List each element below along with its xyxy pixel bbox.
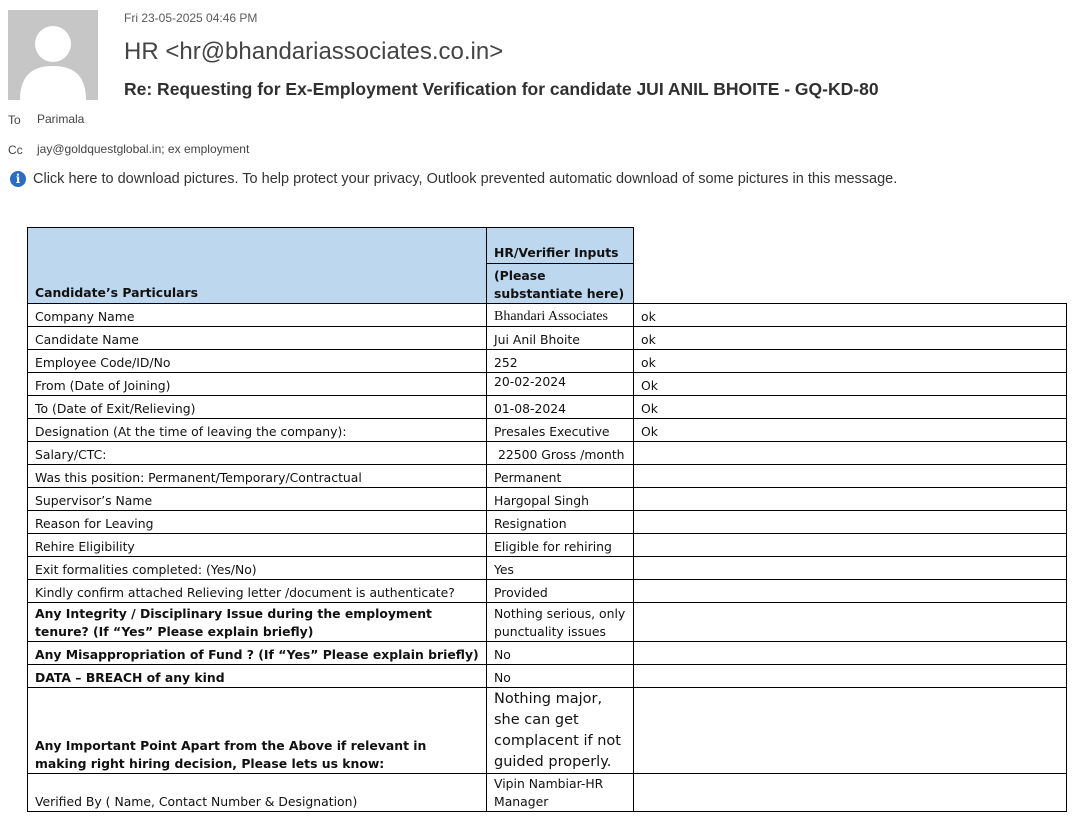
table-row [28,304,1067,327]
row-label: Any Misappropriation of Fund ? (If “Yes” Please explain briefly) [28,642,487,665]
table-row [28,534,1067,557]
row-note [634,688,1067,774]
download-pictures-text[interactable]: Click here to download pictures. To help protect your privacy, Outlook prevented automatic download of some pictures in this message. [33,171,898,187]
row-note [634,465,1067,488]
row-note [634,511,1067,534]
to-label: To [8,113,21,127]
row-value: Yes [487,557,634,580]
table-row [28,350,1067,373]
table-row [28,603,1067,642]
header-blank [634,228,1067,304]
to-recipient[interactable]: Parimala [37,112,85,126]
row-value: Bhandari Associates [487,304,634,327]
row-value: No [487,642,634,665]
row-label: Rehire Eligibility [28,534,487,557]
row-value: Presales Executive [487,419,634,442]
table-row [28,511,1067,534]
email-date: Fri 23-05-2025 04:46 PM [124,11,258,25]
row-note [634,603,1067,642]
row-value: No [487,665,634,688]
row-note [634,580,1067,603]
row-note: ok [634,327,1067,350]
row-note [634,557,1067,580]
person-icon [8,10,98,100]
row-note: Ok [634,396,1067,419]
verification-table [27,227,1067,812]
row-label: Reason for Leaving [28,511,487,534]
row-note [634,642,1067,665]
row-label: DATA – BREACH of any kind [28,665,487,688]
row-note: ok [634,350,1067,373]
row-value: Jui Anil Bhoite [487,327,634,350]
row-label: Kindly confirm attached Relieving letter /document is authenticate? [28,580,487,603]
row-label: From (Date of Joining) [28,373,487,396]
sender-name[interactable]: HR <hr@bhandariassociates.co.in> [124,38,504,65]
table-row [28,327,1067,350]
row-value: Vipin Nambiar-HR Manager [487,774,634,812]
row-label: To (Date of Exit/Relieving) [28,396,487,419]
header-hr-inputs: HR/Verifier Inputs [487,228,634,264]
row-label: Verified By ( Name, Contact Number & Designation) [28,774,487,812]
table-row [28,774,1067,812]
row-note [634,488,1067,511]
table-row [28,373,1067,396]
row-note: Ok [634,419,1067,442]
table-row [28,642,1067,665]
row-note [634,534,1067,557]
cc-recipients[interactable]: jay@goldquestglobal.in; ex employment [37,142,250,156]
table-row [28,665,1067,688]
row-label: Was this position: Permanent/Temporary/Contractual [28,465,487,488]
row-label: Supervisor’s Name [28,488,487,511]
download-pictures-bar[interactable] [10,171,897,187]
cc-label: Cc [8,143,23,157]
row-value: Nothing major, she can get complacent if not guided properly. [487,688,634,774]
row-note: ok [634,304,1067,327]
row-value: Eligible for rehiring [487,534,634,557]
row-value: 20-02-2024 [487,373,634,396]
row-label: Candidate Name [28,327,487,350]
row-label: Company Name [28,304,487,327]
row-value: Permanent [487,465,634,488]
row-value: Resignation [487,511,634,534]
table-row [28,396,1067,419]
header-substantiate: (Please substantiate here) [487,264,634,304]
row-label: Employee Code/ID/No [28,350,487,373]
table-row [28,419,1067,442]
email-subject: Re: Requesting for Ex-Employment Verification for candidate JUI ANIL BHOITE - GQ-KD-80 [124,79,879,99]
row-value: 252 [487,350,634,373]
row-value: Nothing serious, only punctuality issues [487,603,634,642]
row-label: Salary/CTC: [28,442,487,465]
table-row [28,442,1067,465]
row-note [634,442,1067,465]
table-row [28,688,1067,774]
sender-avatar[interactable] [8,10,98,100]
table-row [28,488,1067,511]
table-row [28,580,1067,603]
row-label: Any Important Point Apart from the Above if relevant in making right hiring decision, Please lets us know: [28,688,487,774]
table-row [28,557,1067,580]
row-value: Hargopal Singh [487,488,634,511]
row-note: Ok [634,373,1067,396]
row-label: Exit formalities completed: (Yes/No) [28,557,487,580]
table-row [28,465,1067,488]
row-value: 01-08-2024 [487,396,634,419]
row-value: 22500 Gross /month [487,442,634,465]
row-label: Designation (At the time of leaving the company): [28,419,487,442]
info-icon: i [10,171,26,187]
header-candidate-particulars: Candidate’s Particulars [28,228,487,304]
row-value: Provided [487,580,634,603]
row-note [634,665,1067,688]
row-label: Any Integrity / Disciplinary Issue during the employment tenure? (If “Yes” Please explain briefly) [28,603,487,642]
row-note [634,774,1067,812]
